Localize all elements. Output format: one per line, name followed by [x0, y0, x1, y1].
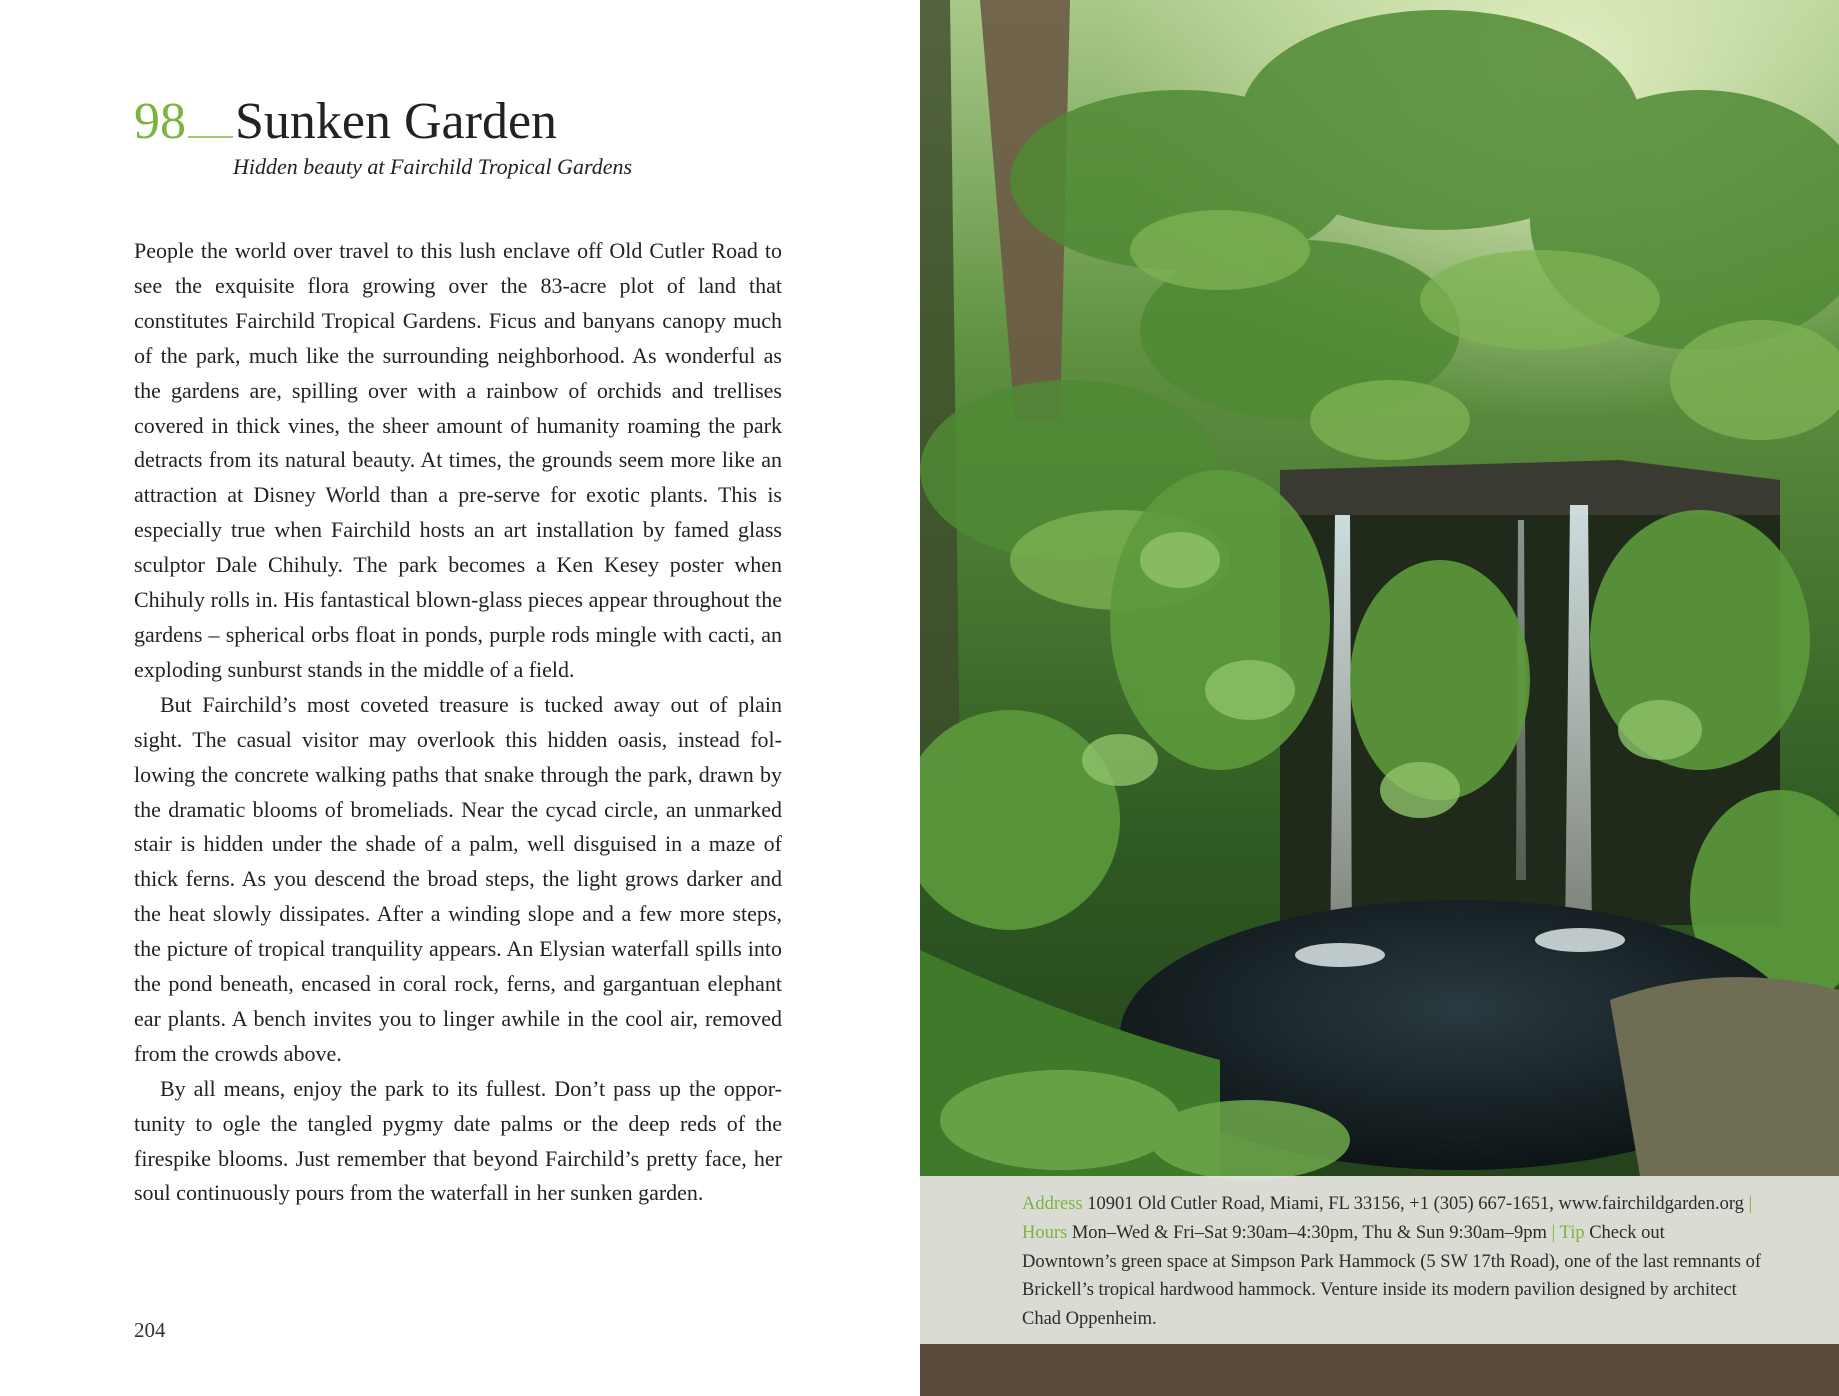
address-label: Address — [1022, 1194, 1083, 1214]
info-separator: | — [1546, 1222, 1560, 1243]
hours-value: Mon–Wed & Fri–Sat 9:30am–4:30pm, Thu & Sun 9:30am–9pm — [1071, 1222, 1547, 1243]
body-paragraph: By all means, enjoy the park to its fullest. Don’t pass up the oppor-tunity to ogle the tangled pygmy date palms or the deep reds of the firespike blooms. Just remember that beyond Fairchild’s pretty face, her soul continuously pours from the waterfall in her sunken garden. — [134, 1075, 782, 1206]
hours-label: Hours — [1022, 1222, 1068, 1243]
chapter-subtitle: Hidden beauty at Fairchild Tropical Gardens — [233, 154, 633, 179]
page-number: 204 — [134, 1318, 166, 1342]
chapter-separator — [188, 136, 233, 138]
body-paragraph: People the world over travel to this lush enclave off Old Cutler Road to see the exquisite flora growing over the 83-acre plot of land that constitutes Fairchild Tropical Gardens. Ficus and banyans canopy much of the park, much like the surrounding neighborhood. As wonderful as the gardens are, spilling over with a rainbow of orchids and trellises covered in thick vines, the sheer amount of humanity roaming the park detracts from its natural beauty. At times, the grounds seem more like an attraction at Disney World than a pre-serve for exotic plants. This is especially true when Fairchild hosts an art installation by famed glass sculptor Dale Chihuly. The park becomes a Ken Kesey poster when Chihuly rolls in. His fantastical blown-glass pieces appear throughout the gardens – spherical orbs float in ponds, purple rods mingle with cacti, an exploding sunburst stands in the middle of a field. — [134, 238, 782, 682]
tip-label: Tip — [1559, 1222, 1585, 1243]
tip-value: Check out Downtown’s green space at Simpson Park Hammock (5 SW 17th Road), one of the last remnants of Brickell’s tropical hardwood hammock. Venture inside its modern pavilion designed by architect Chad Oppenheim. — [1022, 1222, 1762, 1330]
chapter-title: Sunken Garden — [235, 93, 558, 150]
info-text — [1022, 1190, 1762, 1334]
body-paragraph: But Fairchild’s most coveted treasure is tucked away out of plain sight. The casual visitor may overlook this hidden oasis, instead fol-lowing the concrete walking paths that snake through the park, drawn by the dramatic blooms of bromeliads. Near the cycad circle, an unmarked stair is hidden under the shade of a palm, well disguised in a maze of thick ferns. As you descend the broad steps, the light grows darker and the heat slowly dissipates. After a winding slope and a few more steps, the picture of tropical tranquility appears. An Elysian waterfall spills into the pond beneath, encased in coral rock, ferns, and gargantuan elephant ear plants. A bench invites you to linger awhile in the cool air, removed from the crowds above. — [134, 691, 782, 1066]
garden-photo — [920, 0, 1839, 1396]
chapter-heading — [134, 92, 557, 151]
body-text — [134, 234, 782, 1211]
info-separator: | — [1743, 1194, 1753, 1214]
address-value: 10901 Old Cutler Road, Miami, FL 33156, +1 (305) 667-1651, www.fairchildgarden.org — [1087, 1194, 1744, 1214]
info-box — [920, 1176, 1839, 1344]
chapter-number: 98 — [134, 93, 186, 150]
